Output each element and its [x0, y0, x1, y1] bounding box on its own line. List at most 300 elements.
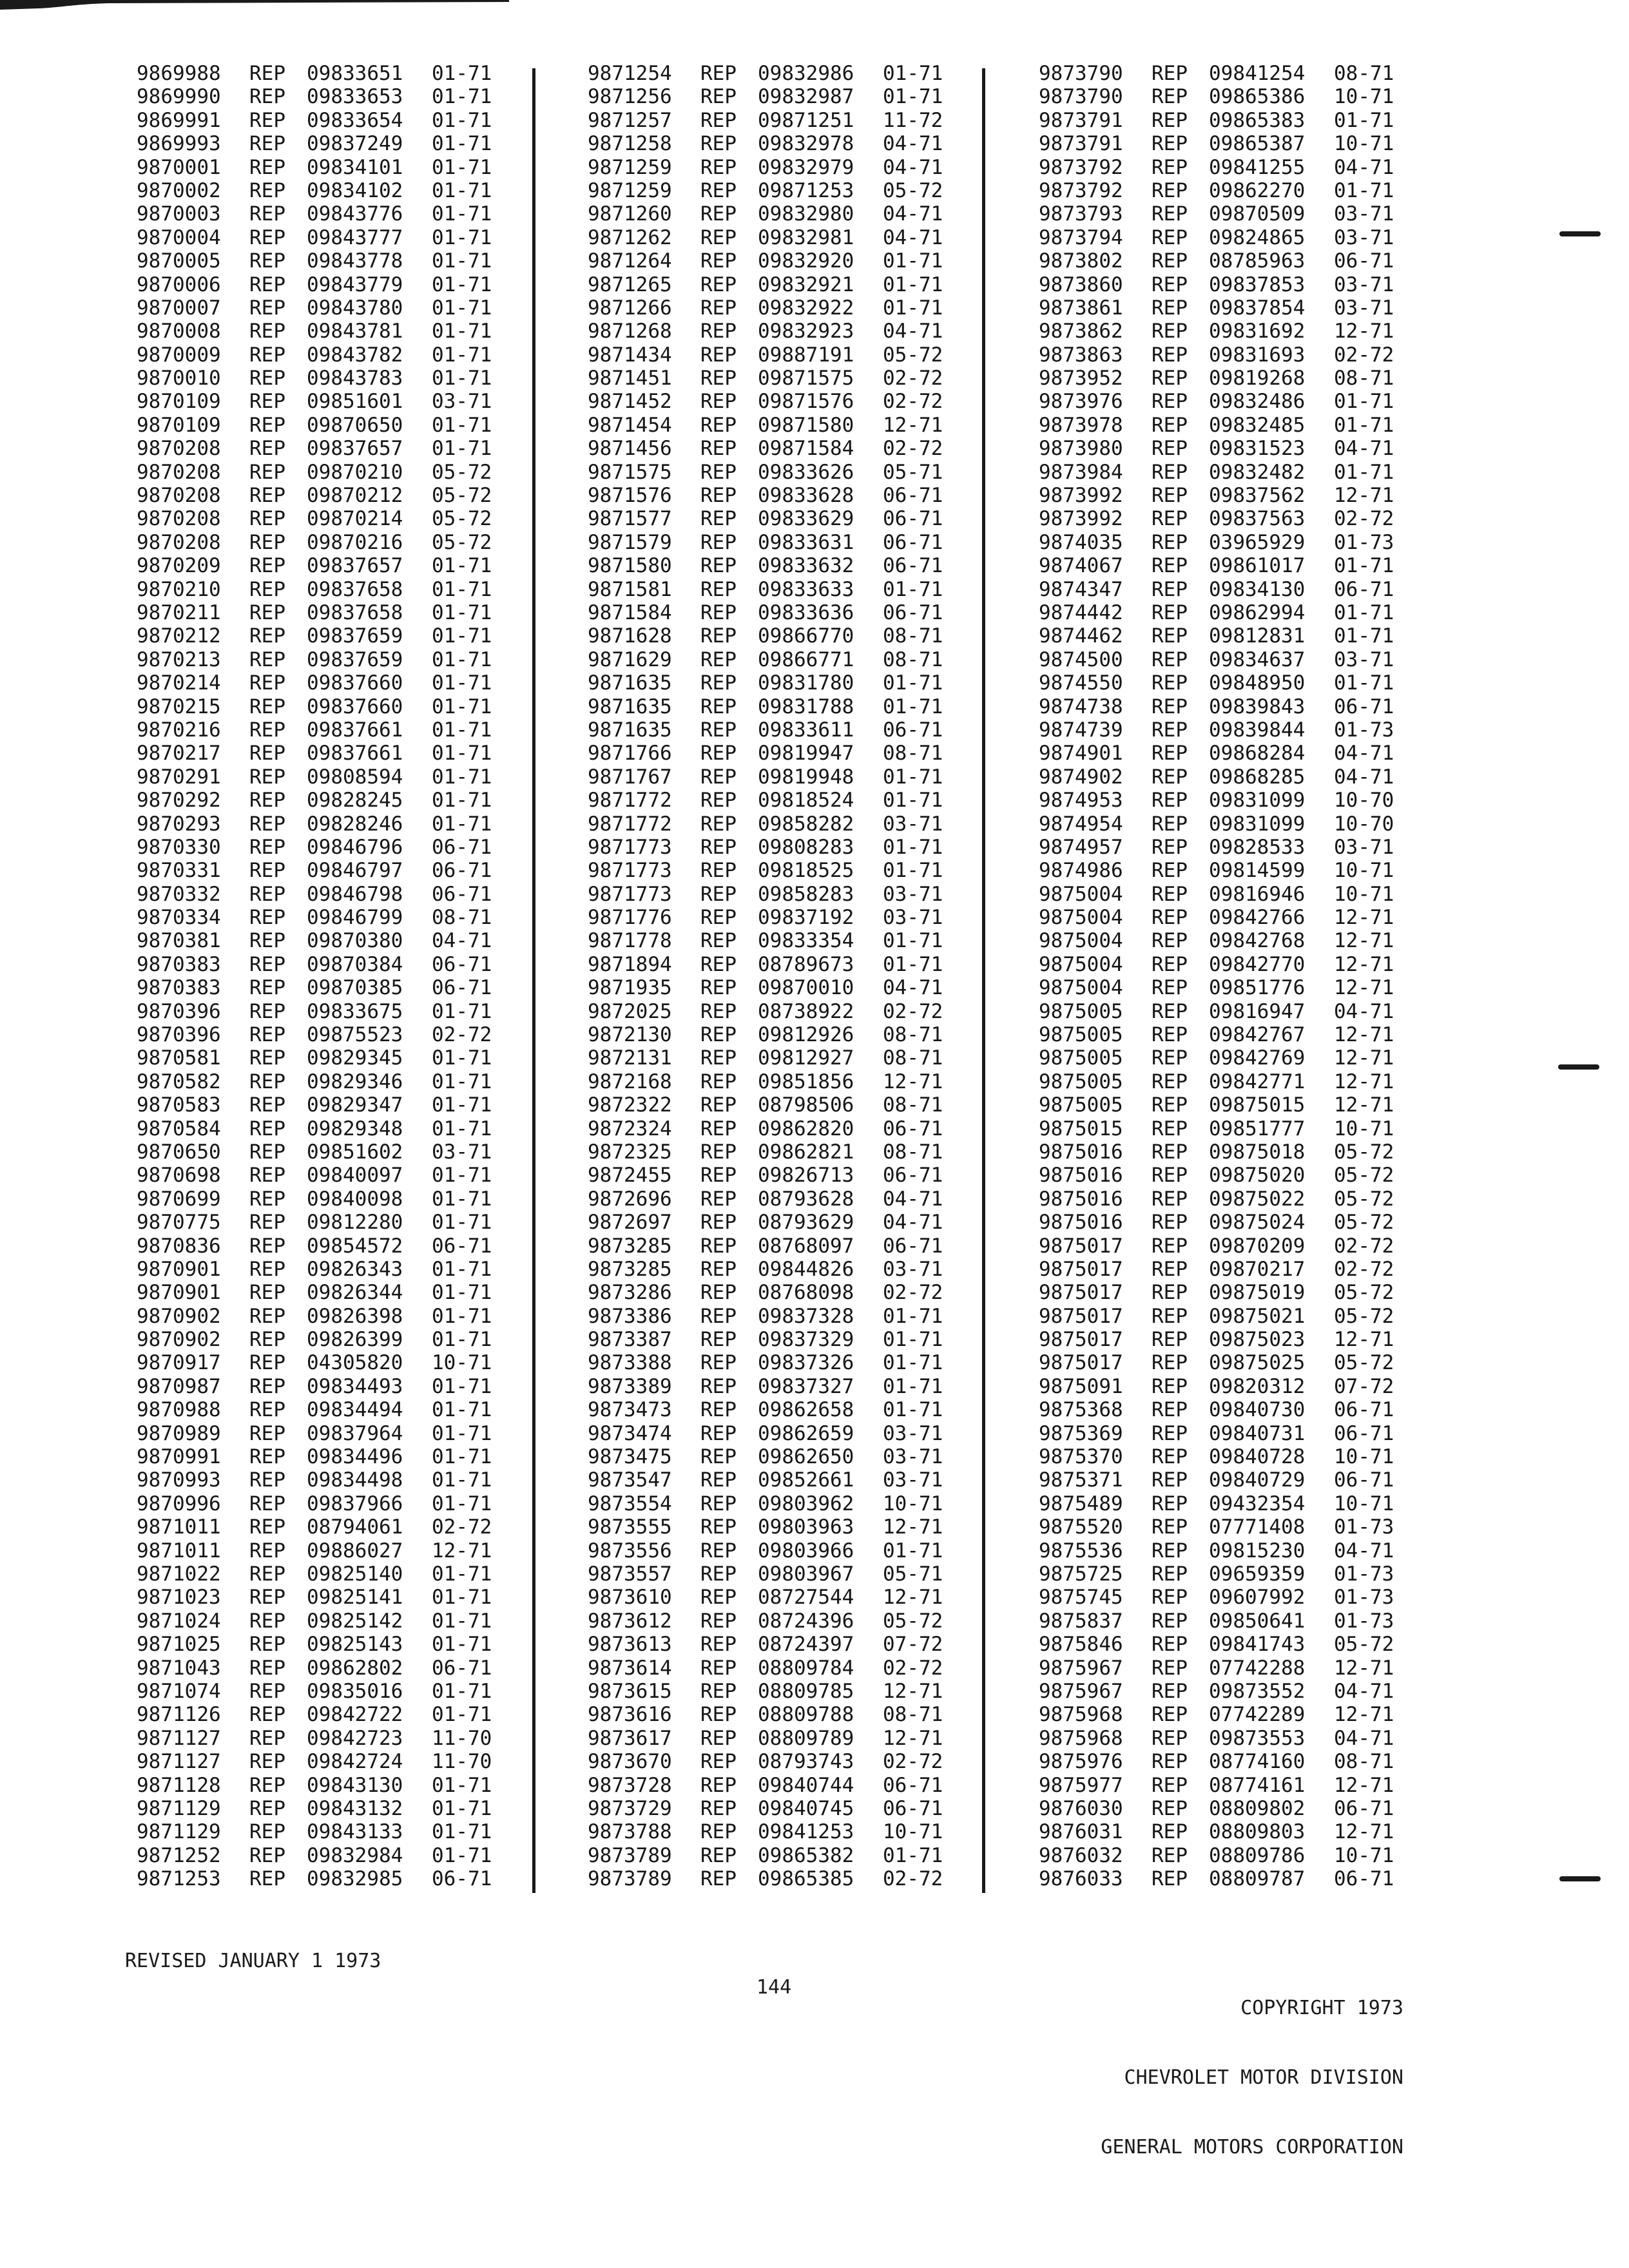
table-row: [137, 1797, 549, 1820]
table-row: [588, 484, 1000, 507]
rep-code: REP: [1152, 718, 1188, 742]
old-part-number: 9874067: [1039, 554, 1123, 578]
table-row: [137, 1046, 549, 1070]
effective-date: 01-73: [1334, 1562, 1394, 1586]
table-row: [588, 929, 1000, 952]
old-part-number: 9875015: [1039, 1117, 1123, 1140]
replacement-part-number: 08727544: [758, 1586, 854, 1610]
rep-code: REP: [700, 952, 737, 976]
replacement-part-number: 09826713: [758, 1164, 854, 1187]
effective-date: 01-71: [432, 1492, 492, 1515]
effective-date: 01-71: [432, 1211, 492, 1235]
effective-date: 08-71: [883, 1140, 943, 1164]
effective-date: 12-71: [1334, 1093, 1394, 1117]
effective-date: 08-71: [1334, 1750, 1394, 1774]
replacement-part-number: 09826343: [307, 1257, 403, 1281]
effective-date: 02-72: [883, 1867, 943, 1891]
rep-code: REP: [1152, 202, 1188, 226]
table-row: [137, 718, 549, 742]
table-row: [588, 1164, 1000, 1187]
table-row: [137, 226, 549, 249]
effective-date: 01-73: [1334, 1515, 1394, 1539]
table-row: [1039, 1468, 1451, 1492]
effective-date: 01-71: [432, 320, 492, 343]
old-part-number: 9870005: [137, 249, 221, 273]
table-row: [588, 1750, 1000, 1773]
replacement-part-number: 09832980: [758, 202, 854, 226]
margin-binding-mark: [1559, 231, 1601, 236]
replacement-part-number: 09828245: [307, 789, 403, 812]
rep-code: REP: [1152, 859, 1188, 883]
effective-date: 05-72: [432, 507, 492, 531]
old-part-number: 9875004: [1039, 976, 1123, 1000]
table-row: [588, 1867, 1000, 1890]
replacement-part-number: 09870210: [307, 460, 403, 484]
effective-date: 05-71: [883, 1562, 943, 1586]
old-part-number: 9870210: [137, 577, 221, 601]
rep-code: REP: [1152, 1796, 1188, 1820]
old-part-number: 9875371: [1039, 1468, 1123, 1492]
replacement-part-number: 08724397: [758, 1633, 854, 1657]
rep-code: REP: [249, 1257, 285, 1281]
effective-date: 06-71: [883, 530, 943, 554]
effective-date: 01-71: [883, 671, 943, 695]
old-part-number: 9870582: [137, 1070, 221, 1093]
table-row: [1039, 1422, 1451, 1445]
effective-date: 12-71: [1334, 1773, 1394, 1797]
effective-date: 06-71: [432, 1656, 492, 1680]
replacement-part-number: 09828246: [307, 812, 403, 836]
old-part-number: 9870212: [137, 624, 221, 648]
old-part-number: 9870209: [137, 554, 221, 578]
effective-date: 01-73: [1334, 1609, 1394, 1633]
replacement-part-number: 09843133: [307, 1820, 403, 1844]
table-row: [137, 156, 549, 179]
rep-code: REP: [1152, 1633, 1188, 1657]
effective-date: 12-71: [1334, 952, 1394, 976]
old-part-number: 9870330: [137, 835, 221, 859]
rep-code: REP: [1152, 437, 1188, 461]
rep-code: REP: [249, 202, 285, 226]
old-part-number: 9874739: [1039, 718, 1123, 742]
rep-code: REP: [700, 320, 737, 343]
old-part-number: 9873729: [588, 1796, 672, 1820]
effective-date: 01-71: [432, 1046, 492, 1070]
rep-code: REP: [1152, 1656, 1188, 1680]
effective-date: 01-71: [883, 85, 943, 109]
old-part-number: 9871767: [588, 765, 672, 789]
effective-date: 01-71: [1334, 390, 1394, 414]
replacement-part-number: 09870216: [307, 530, 403, 554]
effective-date: 05-72: [432, 530, 492, 554]
table-row: [588, 1117, 1000, 1140]
replacement-part-number: 09831099: [1209, 812, 1306, 836]
table-row: [137, 1468, 549, 1492]
effective-date: 01-71: [432, 742, 492, 765]
old-part-number: 9872168: [588, 1070, 672, 1093]
table-row: [588, 132, 1000, 155]
old-part-number: 9873790: [1039, 62, 1123, 85]
effective-date: 03-71: [1334, 273, 1394, 296]
effective-date: 08-71: [883, 742, 943, 765]
replacement-part-number: 09850641: [1209, 1609, 1306, 1633]
replacement-part-number: 08738922: [758, 999, 854, 1023]
table-row: [1039, 976, 1451, 999]
old-part-number: 9873616: [588, 1703, 672, 1727]
effective-date: 01-71: [432, 367, 492, 390]
rep-code: REP: [700, 249, 737, 273]
rep-code: REP: [1152, 882, 1188, 906]
old-part-number: 9874901: [1039, 742, 1123, 765]
rep-code: REP: [700, 671, 737, 695]
old-part-number: 9872131: [588, 1046, 672, 1070]
rep-code: REP: [249, 1304, 285, 1328]
effective-date: 01-71: [432, 202, 492, 226]
table-row: [1039, 1586, 1451, 1609]
table-row: [588, 156, 1000, 179]
effective-date: 01-71: [432, 132, 492, 156]
rep-code: REP: [700, 1281, 737, 1305]
table-row: [137, 765, 549, 789]
rep-code: REP: [700, 1070, 737, 1093]
effective-date: 04-71: [883, 155, 943, 179]
rep-code: REP: [249, 155, 285, 179]
old-part-number: 9871259: [588, 155, 672, 179]
effective-date: 01-71: [432, 648, 492, 671]
rep-code: REP: [700, 507, 737, 531]
rep-code: REP: [700, 132, 737, 156]
replacement-part-number: 09834102: [307, 178, 403, 202]
effective-date: 01-71: [432, 1328, 492, 1352]
old-part-number: 9870775: [137, 1211, 221, 1235]
table-row: [137, 1562, 549, 1586]
rep-code: REP: [700, 882, 737, 906]
replacement-part-number: 09839844: [1209, 718, 1306, 742]
table-row: [137, 461, 549, 484]
replacement-part-number: 09832985: [307, 1867, 403, 1891]
rep-code: REP: [700, 1257, 737, 1281]
replacement-part-number: 09832921: [758, 273, 854, 296]
effective-date: 06-71: [432, 882, 492, 906]
replacement-part-number: 09851777: [1209, 1117, 1306, 1140]
rep-code: REP: [249, 1750, 285, 1774]
replacement-part-number: 09842768: [1209, 929, 1306, 953]
effective-date: 06-71: [432, 835, 492, 859]
rep-code: REP: [249, 812, 285, 836]
effective-date: 06-71: [1334, 577, 1394, 601]
rep-code: REP: [1152, 343, 1188, 367]
replacement-part-number: 09844826: [758, 1257, 854, 1281]
old-part-number: 9875005: [1039, 999, 1123, 1023]
effective-date: 03-71: [1334, 835, 1394, 859]
old-part-number: 9875005: [1039, 1093, 1123, 1117]
rep-code: REP: [700, 1609, 737, 1633]
effective-date: 10-71: [432, 1351, 492, 1375]
effective-date: 08-71: [883, 1023, 943, 1047]
rep-code: REP: [1152, 999, 1188, 1023]
replacement-part-number: 08809784: [758, 1656, 854, 1680]
rep-code: REP: [1152, 742, 1188, 765]
table-row: [1039, 1515, 1451, 1539]
old-part-number: 9871576: [588, 484, 672, 508]
effective-date: 01-71: [432, 1562, 492, 1586]
old-part-number: 9875725: [1039, 1562, 1123, 1586]
table-row: [588, 1070, 1000, 1093]
rep-code: REP: [1152, 85, 1188, 109]
table-row: [588, 601, 1000, 624]
effective-date: 02-72: [883, 999, 943, 1023]
rep-code: REP: [1152, 1374, 1188, 1398]
rep-code: REP: [1152, 367, 1188, 390]
old-part-number: 9870208: [137, 460, 221, 484]
rep-code: REP: [1152, 1140, 1188, 1164]
table-row: [588, 1140, 1000, 1164]
rep-code: REP: [1152, 1211, 1188, 1235]
rep-code: REP: [700, 648, 737, 671]
old-part-number: 9873790: [1039, 85, 1123, 109]
effective-date: 11-72: [883, 108, 943, 132]
old-part-number: 9874442: [1039, 601, 1123, 624]
rep-code: REP: [1152, 601, 1188, 624]
rep-code: REP: [1152, 1117, 1188, 1140]
old-part-number: 9873670: [588, 1750, 672, 1774]
rep-code: REP: [700, 202, 737, 226]
old-part-number: 9875368: [1039, 1398, 1123, 1422]
old-part-number: 9874902: [1039, 765, 1123, 789]
rep-code: REP: [700, 695, 737, 718]
table-row: [588, 1820, 1000, 1843]
replacement-part-number: 08785963: [1209, 249, 1306, 273]
effective-date: 01-71: [883, 273, 943, 296]
old-part-number: 9870109: [137, 413, 221, 437]
replacement-part-number: 09828533: [1209, 835, 1306, 859]
table-row: [588, 1844, 1000, 1867]
replacement-part-number: 09870650: [307, 413, 403, 437]
old-part-number: 9875017: [1039, 1351, 1123, 1375]
old-part-number: 9871129: [137, 1796, 221, 1820]
old-part-number: 9870002: [137, 178, 221, 202]
replacement-part-number: 09816946: [1209, 882, 1306, 906]
table-row: [1039, 1727, 1451, 1750]
replacement-part-number: 09833651: [307, 62, 403, 85]
old-part-number: 9873555: [588, 1515, 672, 1539]
table-row: [137, 906, 549, 929]
effective-date: 07-72: [883, 1633, 943, 1657]
replacement-part-number: 09812927: [758, 1046, 854, 1070]
rep-code: REP: [1152, 1703, 1188, 1727]
replacement-part-number: 09839843: [1209, 695, 1306, 718]
old-part-number: 9871773: [588, 835, 672, 859]
replacement-part-number: 09832482: [1209, 460, 1306, 484]
effective-date: 05-72: [1334, 1633, 1394, 1657]
rep-code: REP: [700, 1586, 737, 1610]
effective-date: 01-71: [883, 789, 943, 812]
effective-date: 06-71: [883, 1164, 943, 1187]
old-part-number: 9873788: [588, 1820, 672, 1844]
old-part-number: 9873792: [1039, 178, 1123, 202]
table-row: [137, 883, 549, 906]
table-row: [1039, 578, 1451, 601]
rep-code: REP: [700, 999, 737, 1023]
effective-date: 01-71: [1334, 460, 1394, 484]
table-row: [588, 976, 1000, 999]
rep-code: REP: [1152, 1421, 1188, 1445]
effective-date: 05-72: [1334, 1351, 1394, 1375]
table-row: [588, 789, 1000, 812]
old-part-number: 9870836: [137, 1234, 221, 1258]
rep-code: REP: [700, 343, 737, 367]
table-row: [1039, 1633, 1451, 1656]
rep-code: REP: [1152, 929, 1188, 953]
effective-date: 08-71: [883, 1046, 943, 1070]
table-row: [1039, 1328, 1451, 1351]
table-row: [137, 296, 549, 320]
effective-date: 10-71: [1334, 1117, 1394, 1140]
rep-code: REP: [249, 1187, 285, 1211]
rep-code: REP: [249, 320, 285, 343]
replacement-part-number: 09837853: [1209, 273, 1306, 296]
rep-code: REP: [700, 554, 737, 578]
table-row: [588, 1258, 1000, 1281]
table-row: [1039, 1774, 1451, 1797]
replacement-part-number: 09862994: [1209, 601, 1306, 624]
effective-date: 12-71: [1334, 976, 1394, 1000]
replacement-part-number: 09837660: [307, 671, 403, 695]
rep-code: REP: [249, 882, 285, 906]
table-row: [1039, 648, 1451, 671]
effective-date: 12-71: [1334, 1070, 1394, 1093]
replacement-part-number: 09875024: [1209, 1211, 1306, 1235]
revised-date: REVISED JANUARY 1 1973: [125, 1950, 381, 1972]
replacement-part-number: 09837658: [307, 601, 403, 624]
table-row: [137, 648, 549, 671]
rep-code: REP: [700, 1468, 737, 1492]
effective-date: 02-72: [883, 1281, 943, 1305]
table-row: [588, 1515, 1000, 1539]
table-row: [588, 1398, 1000, 1421]
replacement-part-number: 09854572: [307, 1234, 403, 1258]
old-part-number: 9872325: [588, 1140, 672, 1164]
old-part-number: 9873389: [588, 1374, 672, 1398]
table-row: [1039, 1539, 1451, 1562]
replacement-part-number: 09840729: [1209, 1468, 1306, 1492]
rep-code: REP: [700, 1703, 737, 1727]
replacement-part-number: 08809787: [1209, 1867, 1306, 1891]
rep-code: REP: [249, 413, 285, 437]
rep-code: REP: [700, 601, 737, 624]
table-row: [1039, 62, 1451, 85]
replacement-part-number: 09840730: [1209, 1398, 1306, 1422]
replacement-part-number: 09871580: [758, 413, 854, 437]
effective-date: 02-72: [1334, 343, 1394, 367]
old-part-number: 9870902: [137, 1328, 221, 1352]
replacement-part-number: 09887191: [758, 343, 854, 367]
rep-code: REP: [1152, 413, 1188, 437]
old-part-number: 9873475: [588, 1445, 672, 1469]
old-part-number: 9872324: [588, 1117, 672, 1140]
replacement-part-number: 09870380: [307, 929, 403, 953]
effective-date: 01-71: [432, 1633, 492, 1657]
old-part-number: 9873286: [588, 1281, 672, 1305]
old-part-number: 9874957: [1039, 835, 1123, 859]
table-row: [137, 1539, 549, 1562]
effective-date: 02-72: [1334, 507, 1394, 531]
replacement-part-number: 09843783: [307, 367, 403, 390]
old-part-number: 9873794: [1039, 226, 1123, 249]
effective-date: 05-71: [883, 460, 943, 484]
old-part-number: 9873387: [588, 1328, 672, 1352]
rep-code: REP: [700, 929, 737, 953]
effective-date: 01-71: [432, 1187, 492, 1211]
effective-date: 12-71: [883, 1679, 943, 1703]
rep-code: REP: [249, 742, 285, 765]
rep-code: REP: [1152, 1351, 1188, 1375]
replacement-part-number: 09846799: [307, 906, 403, 930]
old-part-number: 9871452: [588, 390, 672, 414]
old-part-number: 9875016: [1039, 1140, 1123, 1164]
rep-code: REP: [1152, 1046, 1188, 1070]
old-part-number: 9869993: [137, 132, 221, 156]
table-row: [137, 1680, 549, 1703]
effective-date: 06-71: [432, 1234, 492, 1258]
table-row: [137, 1398, 549, 1421]
effective-date: 01-71: [883, 1351, 943, 1375]
effective-date: 01-71: [432, 1374, 492, 1398]
old-part-number: 9873612: [588, 1609, 672, 1633]
replacement-part-number: 09866771: [758, 648, 854, 671]
rep-code: REP: [1152, 1234, 1188, 1258]
replacement-part-number: 09870509: [1209, 202, 1306, 226]
replacement-part-number: 09833654: [307, 108, 403, 132]
table-row: [588, 859, 1000, 882]
table-row: [137, 742, 549, 765]
rep-code: REP: [249, 226, 285, 249]
effective-date: 01-71: [432, 789, 492, 812]
table-row: [137, 1235, 549, 1258]
table-row: [1039, 765, 1451, 789]
old-part-number: 9870991: [137, 1445, 221, 1469]
replacement-part-number: 09826399: [307, 1328, 403, 1352]
replacement-part-number: 09870212: [307, 484, 403, 508]
rep-code: REP: [249, 1773, 285, 1797]
old-part-number: 9870996: [137, 1492, 221, 1515]
rep-code: REP: [700, 1164, 737, 1187]
rep-code: REP: [700, 1679, 737, 1703]
table-row: [588, 1328, 1000, 1351]
old-part-number: 9870292: [137, 789, 221, 812]
old-part-number: 9871434: [588, 343, 672, 367]
effective-date: 01-71: [883, 1539, 943, 1562]
old-part-number: 9871451: [588, 367, 672, 390]
table-row: [137, 109, 549, 132]
effective-date: 01-71: [432, 718, 492, 742]
old-part-number: 9872697: [588, 1211, 672, 1235]
table-row: [1039, 85, 1451, 108]
old-part-number: 9875017: [1039, 1328, 1123, 1352]
replacement-part-number: 03965929: [1209, 530, 1306, 554]
table-row: [588, 812, 1000, 836]
old-part-number: 9870208: [137, 530, 221, 554]
old-part-number: 9873610: [588, 1586, 672, 1610]
table-row: [1039, 953, 1451, 976]
replacement-part-number: 08794061: [307, 1515, 403, 1539]
rep-code: REP: [249, 1703, 285, 1727]
replacement-part-number: 09846797: [307, 859, 403, 883]
table-row: [588, 1445, 1000, 1468]
replacement-part-number: 09832987: [758, 85, 854, 109]
replacement-part-number: 09833628: [758, 484, 854, 508]
rep-code: REP: [249, 1796, 285, 1820]
